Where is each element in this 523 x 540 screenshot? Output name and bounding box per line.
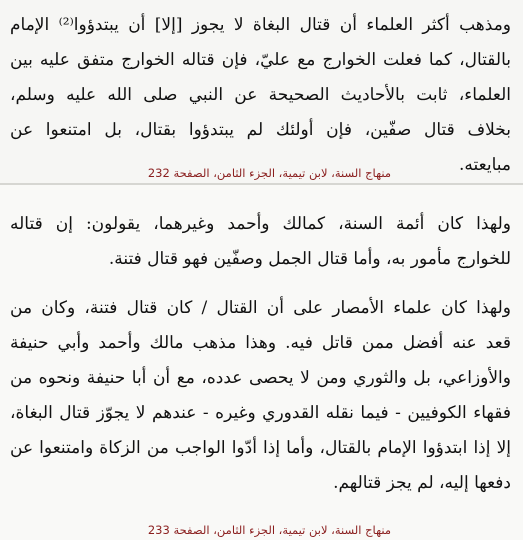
text-line: فقهاء الكوفيين - فيما نقله القدوري وغيره - عندهم لا يجوّز قتال البغاة، <box>10 403 511 423</box>
text-line: العلماء، ثابت بالأحاديث الصحيحة عن النبي صلى الله عليه وسلم، <box>10 85 511 105</box>
text-line: والأوزاعي، بل والثوري ومن لا يحصى عدده، مع أن أبا حنيفة ونحوه من <box>10 368 511 388</box>
text-line: دفعها إليه، لم يجز قتالهم. <box>333 473 511 493</box>
text-line: مبايعته. <box>459 155 511 175</box>
text-line: بخلاف قتال صفّين، فإن أولئك لم يبتدؤوا بقتال، بل امتنعوا عن <box>10 120 511 140</box>
text-line: ولهذا كان أئمة السنة، كمالك وأحمد وغيرهما، يقولون: إن قتاله <box>10 214 511 234</box>
excerpt-page-232 <box>0 0 523 184</box>
source-caption: منهاج السنة، لابن تيمية، الجزء الثامن، الصفحة 233 <box>147 523 391 537</box>
source-caption: منهاج السنة، لابن تيمية، الجزء الثامن، الصفحة 232 <box>147 166 391 180</box>
text-line: إلا إذا ابتدؤوا الإمام بالقتال، وأما إذا أدّوا الواجب من الزكاة وامتنعوا عن <box>10 438 511 458</box>
text-line: قعد عنه أفضل ممن قاتل فيه. وهذا مذهب مالك وأحمد وأبي حنيفة <box>10 333 511 353</box>
excerpt-page-233 <box>0 185 523 540</box>
text-line: ولهذا كان علماء الأمصار على أن القتال / كان قتال فتنة، وكان من <box>10 298 511 318</box>
text-line: بالقتال، كما فعلت الخوارج مع عليّ، فإن قتاله الخوارج متفق عليه بين <box>10 50 511 70</box>
text-line: للخوارج مأمور به، وأما قتال الجمل وصفّين فهو قتال فتنة. <box>108 249 511 269</box>
text-line: ومذهب أكثر العلماء أن قتال البغاة لا يجوز [إلا] أن يبتدؤوا⁽²⁾ الإمام <box>10 15 512 35</box>
